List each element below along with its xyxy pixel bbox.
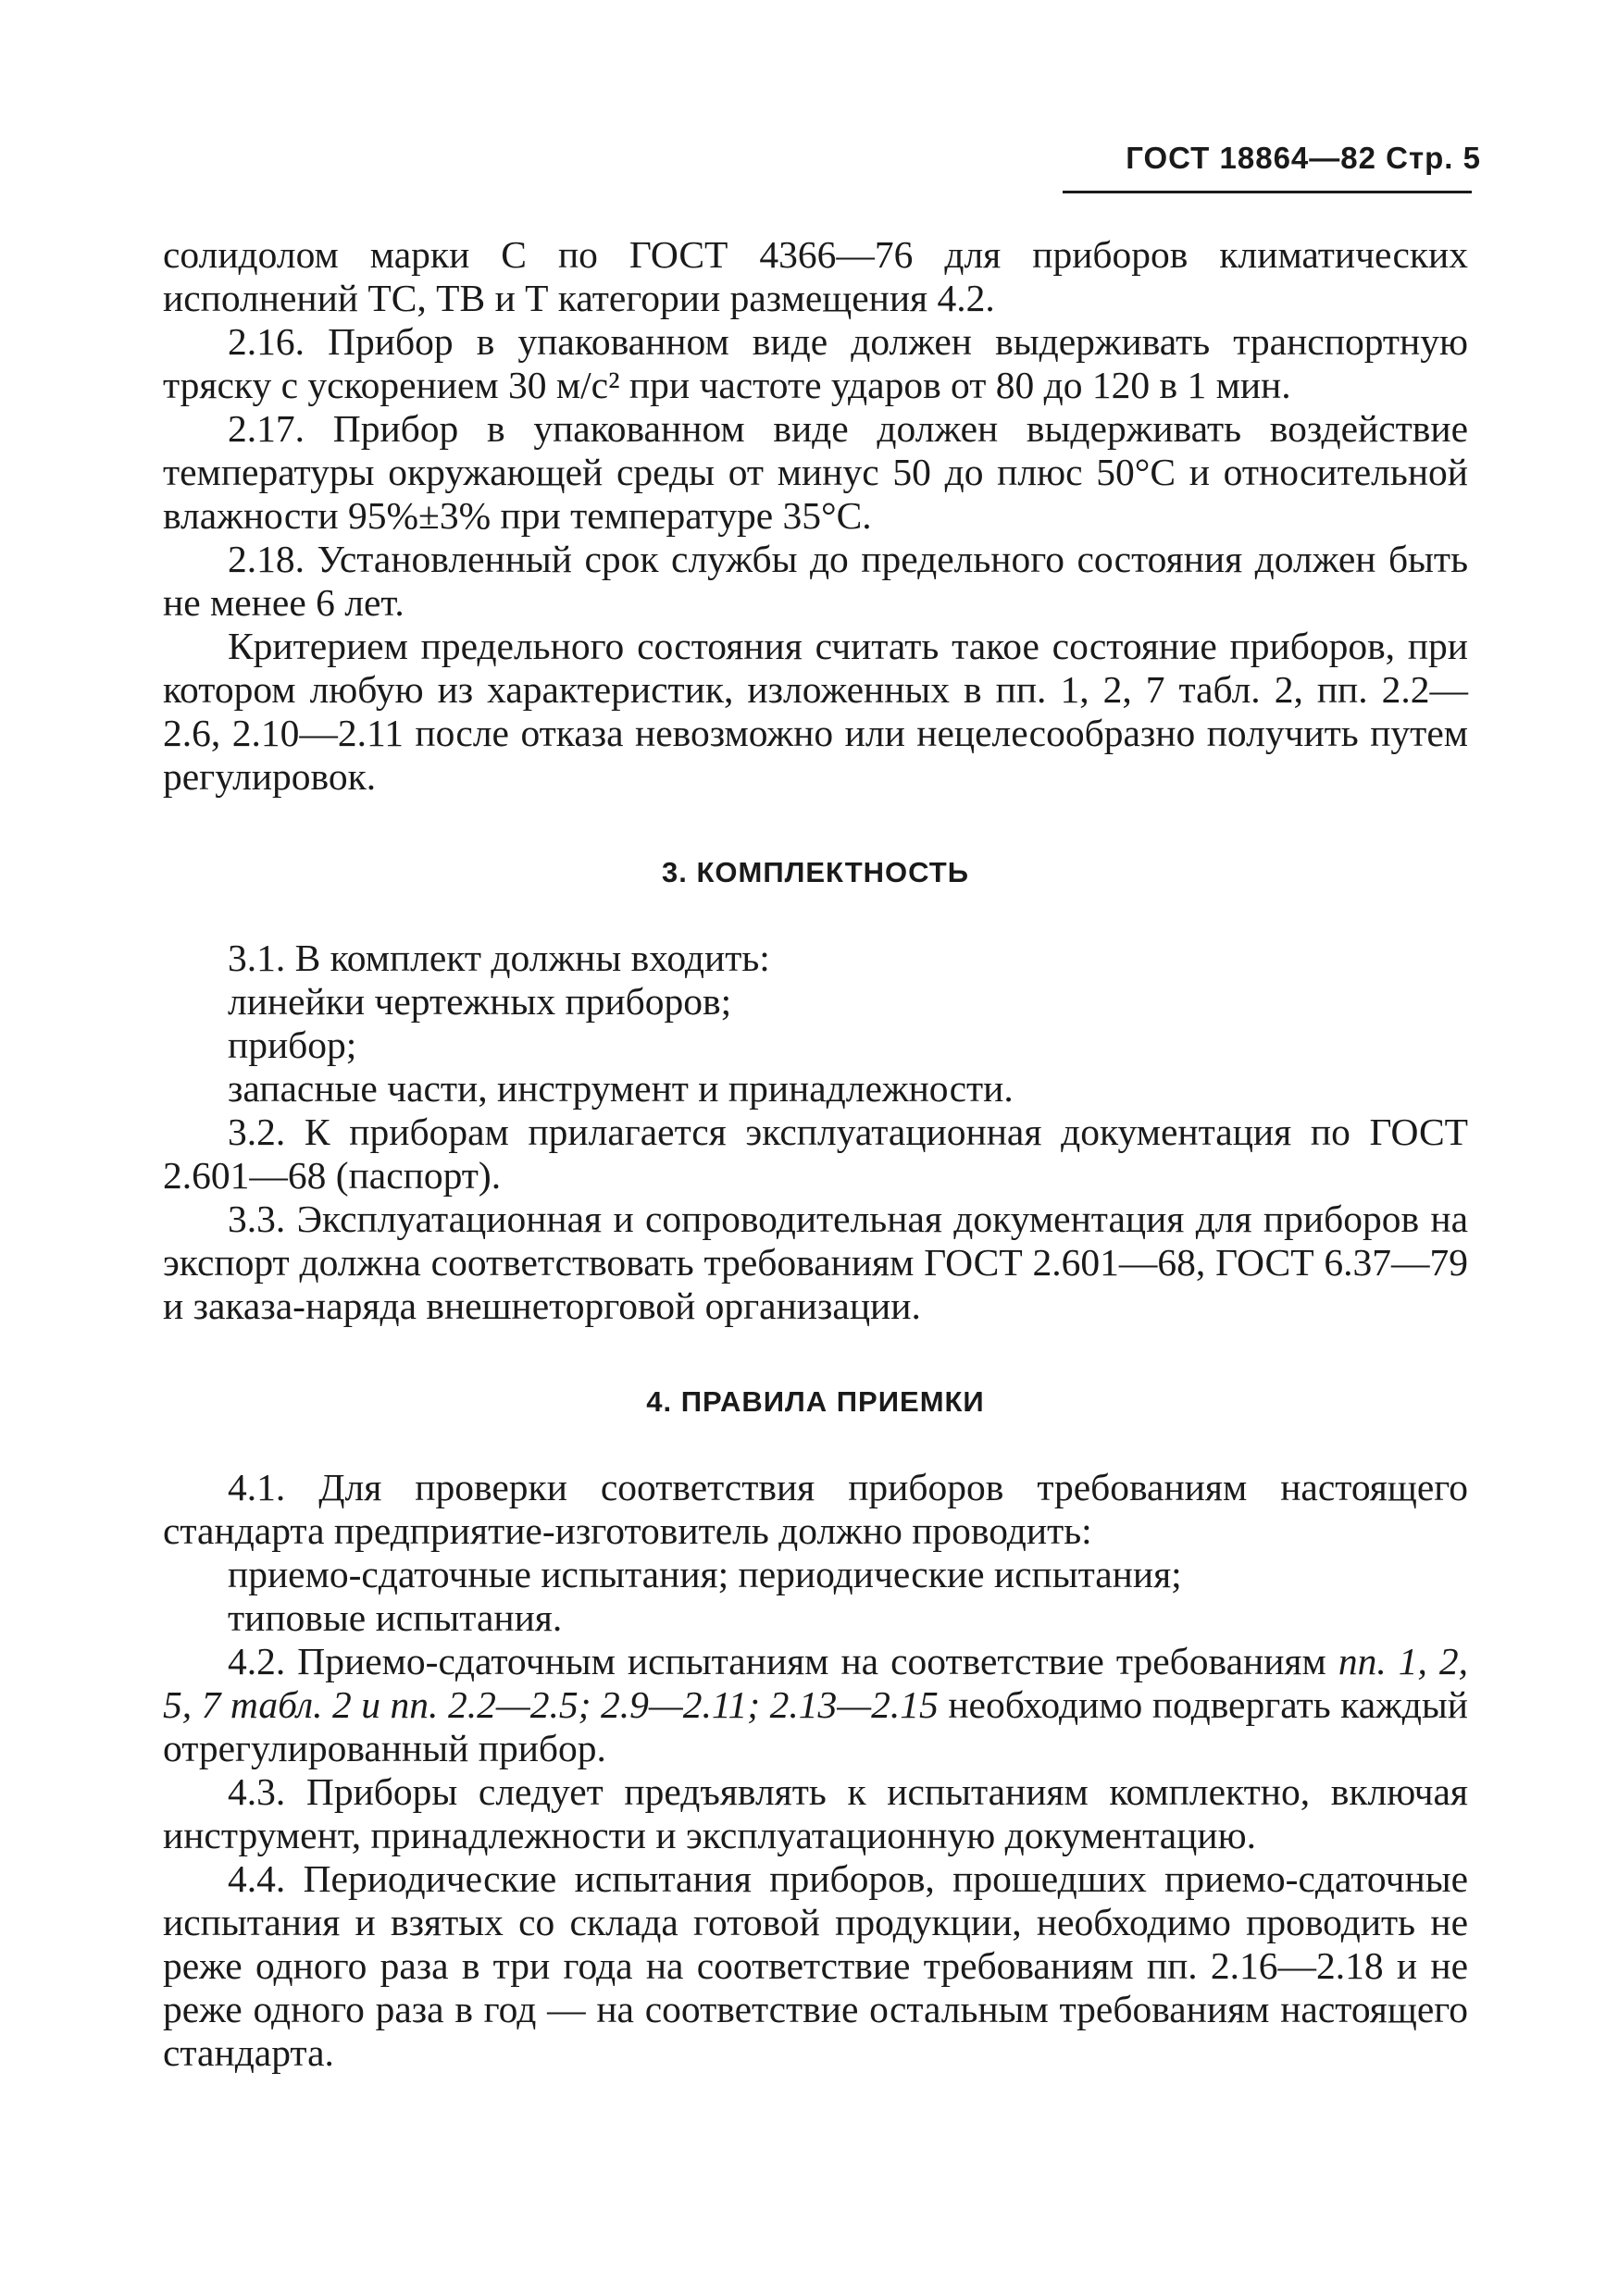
paragraph-4-2-refs: пп. 1, 2, 5, 7 табл. 2 и пп. 2.2—2.5; 2.9—2.11; 2.13—2.15 (163, 1640, 1469, 1726)
paragraph-3-1: 3.1. В комплект должны входить: (228, 937, 770, 979)
section-heading-4: 4. ПРАВИЛА ПРИЕМКИ (646, 1385, 985, 1418)
paragraph-4-4: 4.4. Периодические испытания приборов, прошедших приемо-сдаточные испытания и взятых со склада готовой продукции, необходимо проводить не реже одного раза в три года на соответствие требованиям пп. 2.16—2.18 и не реже одного раза в год — на соответствие остальным требованиям настоящего стандарта. (163, 1857, 1468, 2074)
section-heading-3: 3. КОМПЛЕКТНОСТЬ (662, 856, 969, 888)
list-item: запасные части, инструмент и принадлежности. (228, 1067, 1014, 1110)
paragraph-4-2-tail: необходимо подвергать каждый отрегулированный прибор. (163, 1683, 1469, 1769)
list-item: прибор; (228, 1024, 357, 1066)
list-item: приемо-сдаточные испытания; периодические испытания; (228, 1553, 1182, 1595)
paragraph-continuation: солидолом марки С по ГОСТ 4366—76 для приборов климатических исполнений ТС, ТВ и Т категории размещения 4.2. (163, 233, 1468, 319)
list-item: типовые испытания. (228, 1596, 563, 1639)
paragraph-criterion: Критерием предельного состояния считать такое состояние приборов, при котором любую из характеристик, изложенных в пп. 1, 2, 7 табл. 2, пп. 2.2—2.6, 2.10—2.11 после отказа невозможно или нецелесообразно получить путем регулировок. (163, 625, 1468, 798)
document-body (163, 233, 1468, 2075)
paragraph-4-3: 4.3. Приборы следует предъявлять к испытаниям комплектно, включая инструмент, принадлежности и эксплуатационную документацию. (163, 1770, 1468, 1856)
header-rule (1063, 191, 1472, 193)
paragraph-4-2 (163, 1640, 1468, 1770)
paragraph-4-2-lead: 4.2. Приемо-сдаточным испытаниям на соответствие требованиям (228, 1640, 1326, 1682)
paragraph-2-17: 2.17. Прибор в упакованном виде должен выдерживать воздействие температуры окружающей среды от минус 50 до плюс 50°С и относительной влажности 95%±3% при температуре 35°С. (163, 407, 1468, 537)
paragraph-3-3: 3.3. Эксплуатационная и сопроводительная документация для приборов на экспорт должна соответствовать требованиям ГОСТ 2.601—68, ГОСТ 6.37—79 и заказа-наряда внешнеторговой организации. (163, 1198, 1468, 1327)
list-item: линейки чертежных приборов; (228, 980, 732, 1023)
paragraph-4-1: 4.1. Для проверки соответствия приборов требованиям настоящего стандарта предприятие-изготовитель должно проводить: (163, 1466, 1468, 1552)
page-header: ГОСТ 18864—82 Стр. 5 (1126, 141, 1481, 175)
paragraph-2-18: 2.18. Установленный срок службы до предельного состояния должен быть не менее 6 лет. (163, 538, 1468, 624)
paragraph-3-2: 3.2. К приборам прилагается эксплуатационная документация по ГОСТ 2.601—68 (паспорт). (163, 1111, 1468, 1197)
paragraph-2-16: 2.16. Прибор в упакованном виде должен выдерживать транспортную тряску с ускорением 30 м/с² при частоте ударов от 80 до 120 в 1 мин. (163, 320, 1468, 406)
